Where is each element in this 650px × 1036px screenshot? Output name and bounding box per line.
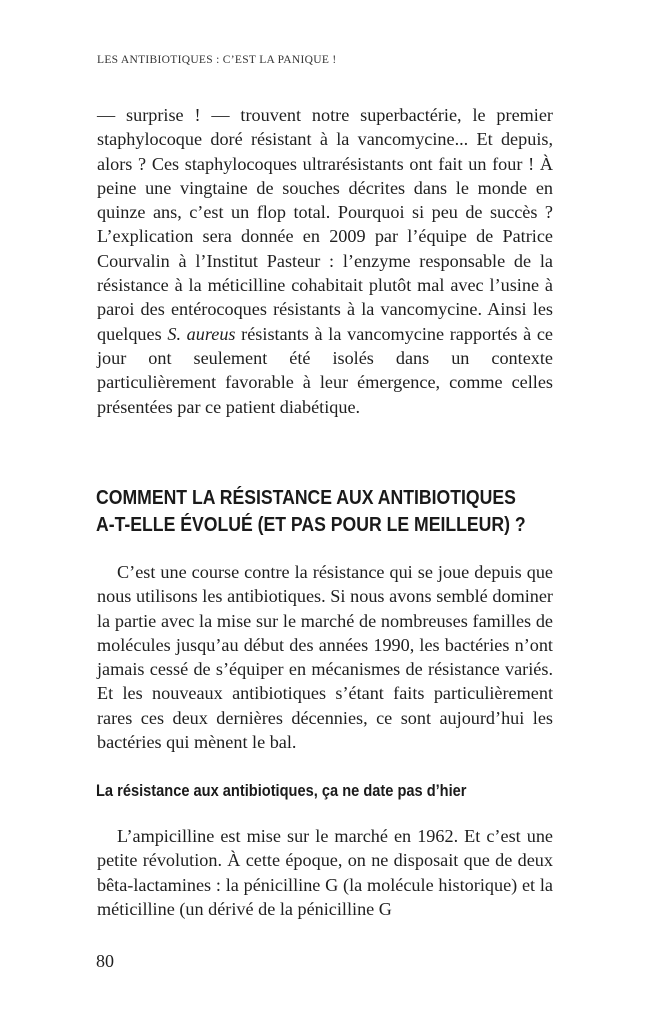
paragraph-1-text-a: — surprise ! — trouvent notre superbactérie, le premier staphylocoque doré résistant à la vancomycine... Et depuis, alors ? Ces staphylocoques ultrarésistants ont fait un four ! À peine une vingtaine de souches décrites dans le monde en quinze ans, c’est un flop total. Pourquoi si peu de succès ? L’explication sera donnée en 2009 par l’équipe de Patrice Courvalin à l’Institut Pasteur : l’enzyme responsable de la résistance à la méticilline cohabitait plutôt mal avec l’usine à paroi des entérocoques résistants à la vancomycine. Ainsi les quelques xyxy=(97,105,553,344)
section-heading xyxy=(96,484,526,538)
section-heading-line-2: A-T-ELLE ÉVOLUÉ (ET PAS POUR LE MEILLEUR) ? xyxy=(96,513,526,536)
species-name-italic: S. aureus xyxy=(167,323,236,344)
body-paragraph-2: C’est une course contre la résistance qui se joue depuis que nous utilisons les antibiotiques. Si nous avons semblé dominer la partie avec la mise sur le marché de nombreuses familles de molécules jusqu’au début des années 1990, les bactéries n’ont jamais cessé de s’équiper en mécanismes de résistance variés. Et les nouveaux antibiotiques s’étant faits particulièrement rares ces deux dernières décennies, ce sont aujourd’hui les bactéries qui mènent le bal. xyxy=(97,562,553,753)
paragraph-1-text-b: résistants à la vancomycine rapportés à ce jour ont seulement été isolés dans un contexte particulièrement favorable à leur émergence, comme celles présentées par ce patient diabétique. xyxy=(97,323,553,417)
body-paragraph-3: L’ampicilline est mise sur le marché en 1962. Et c’est une petite révolution. À cette époque, on ne disposait que de deux bêta-lactamines : la pénicilline G (la molécule historique) et la méticilline (un dérivé de la pénicilline G xyxy=(97,826,553,919)
section-heading-line-1: COMMENT LA RÉSISTANCE AUX ANTIBIOTIQUES xyxy=(96,486,516,509)
body-paragraph-1 xyxy=(97,103,553,419)
subsection-heading: La résistance aux antibiotiques, ça ne date pas d’hier xyxy=(96,781,467,800)
running-head: LES ANTIBIOTIQUES : C’EST LA PANIQUE ! xyxy=(97,54,337,66)
page-number: 80 xyxy=(96,951,114,971)
